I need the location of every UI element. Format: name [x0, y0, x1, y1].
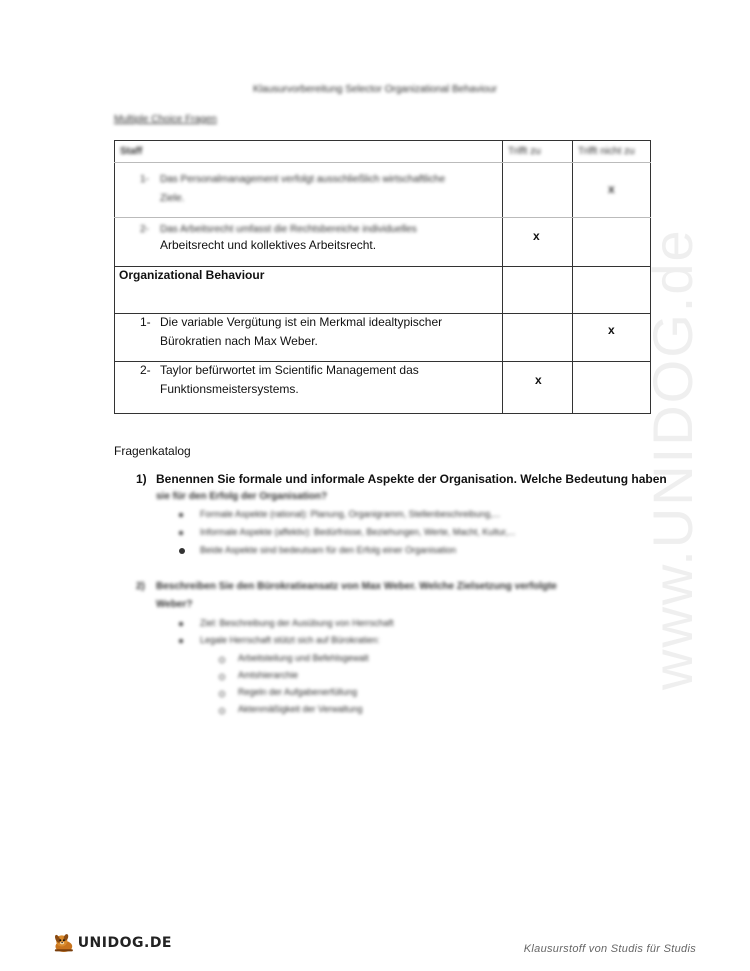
ob-row-2-text-cont: Funktionsmeistersystems. [160, 382, 299, 396]
table-row-divider [114, 162, 651, 163]
sub-bullet-icon [219, 674, 225, 680]
sub-bullet-icon [219, 708, 225, 714]
document-title: Klausurvorbereitung Selector Organizational Behaviour [252, 84, 498, 95]
footer-tagline: Klausurstoff von Studis für Studis [523, 943, 696, 955]
section-organizational-behaviour: Organizational Behaviour [119, 268, 265, 282]
unidog-logo [52, 928, 172, 958]
table-col-divider [572, 140, 573, 414]
staff-row-2-num: 2- [140, 224, 149, 235]
question-1-number: 1) [136, 472, 147, 486]
sub-bullet-icon [219, 691, 225, 697]
question-2-bullet-2: Legale Herrschaft stützt sich auf Bürokratien: [200, 635, 380, 645]
question-1-bullet-3: Beide Aspekte sind bedeutsam für den Erfolg einer Organisation [200, 545, 457, 555]
ob-row-1-text: Die variable Vergütung ist ein Merkmal idealtypischer [160, 315, 443, 329]
dog-icon [52, 928, 76, 958]
staff-row-1-num: 1- [140, 174, 149, 185]
question-2-number: 2) [136, 581, 145, 592]
header-staff: Staff [120, 146, 143, 157]
question-2-sub-bullet-1: Arbeitsteilung und Befehlsgewalt [238, 653, 369, 663]
question-1-line-1: Benennen Sie formale und informale Aspekte der Organisation. Welche Bedeutung haben [156, 472, 667, 486]
staff-row-2-mark: x [533, 229, 540, 243]
question-2-line-1: Beschreiben Sie den Bürokratieansatz von Max Weber. Welche Zielsetzung verfolgte [156, 581, 557, 592]
staff-row-2-text: Das Arbeitsrecht umfasst die Rechtsbereiche individuelles [160, 224, 417, 235]
bullet-icon [179, 622, 183, 626]
bullet-icon [179, 531, 183, 535]
logo-text: UNIDOG.DE [77, 935, 172, 951]
watermark: www.UNIDOG.de [641, 228, 704, 690]
question-1-bullet-1: Formale Aspekte (rational): Planung, Organigramm, Stellenbeschreibung,... [200, 509, 501, 519]
bullet-icon [179, 548, 185, 554]
staff-row-1-text: Das Personalmanagement verfolgt ausschließlich wirtschaftliche [160, 174, 446, 185]
bullet-icon [179, 513, 183, 517]
bullet-icon [179, 639, 183, 643]
question-2-bullet-1: Ziel: Beschreibung der Ausübung von Herrschaft [200, 618, 394, 628]
staff-row-1-mark: x [608, 182, 615, 196]
catalog-heading: Fragenkatalog [114, 444, 191, 458]
table-row-divider [114, 217, 651, 218]
question-1-line-2: sie für den Erfolg der Organisation? [156, 491, 328, 502]
header-trifft-zu: Trifft zu [508, 146, 541, 157]
question-2-line-2: Weber? [156, 599, 193, 610]
ob-row-2-mark: x [535, 373, 542, 387]
multiple-choice-heading: Multiple Choice Fragen [114, 114, 217, 125]
multiple-choice-table [114, 140, 651, 414]
ob-row-1-num: 1- [140, 315, 151, 329]
table-col-divider [502, 140, 503, 414]
ob-row-2-num: 2- [140, 363, 151, 377]
question-2-sub-bullet-3: Regeln der Aufgabenerfüllung [238, 687, 358, 697]
question-2-sub-bullet-2: Amtshierarchie [238, 670, 299, 680]
question-1-bullet-2: Informale Aspekte (affektiv): Bedürfnisse, Beziehungen, Werte, Macht, Kultur,... [200, 527, 516, 537]
ob-row-2-text: Taylor befürwortet im Scientific Management das [160, 363, 419, 377]
question-2-sub-bullet-4: Aktenmäßigkeit der Verwaltung [238, 704, 363, 714]
staff-row-1-text-cont: Ziele. [160, 193, 185, 204]
sub-bullet-icon [219, 657, 225, 663]
staff-row-2-text-cont: Arbeitsrecht und kollektives Arbeitsrecht. [160, 238, 377, 252]
ob-row-1-mark: x [608, 323, 615, 337]
header-trifft-nicht-zu: Trifft nicht zu [578, 146, 635, 157]
ob-row-1-text-cont: Bürokratien nach Max Weber. [160, 334, 318, 348]
